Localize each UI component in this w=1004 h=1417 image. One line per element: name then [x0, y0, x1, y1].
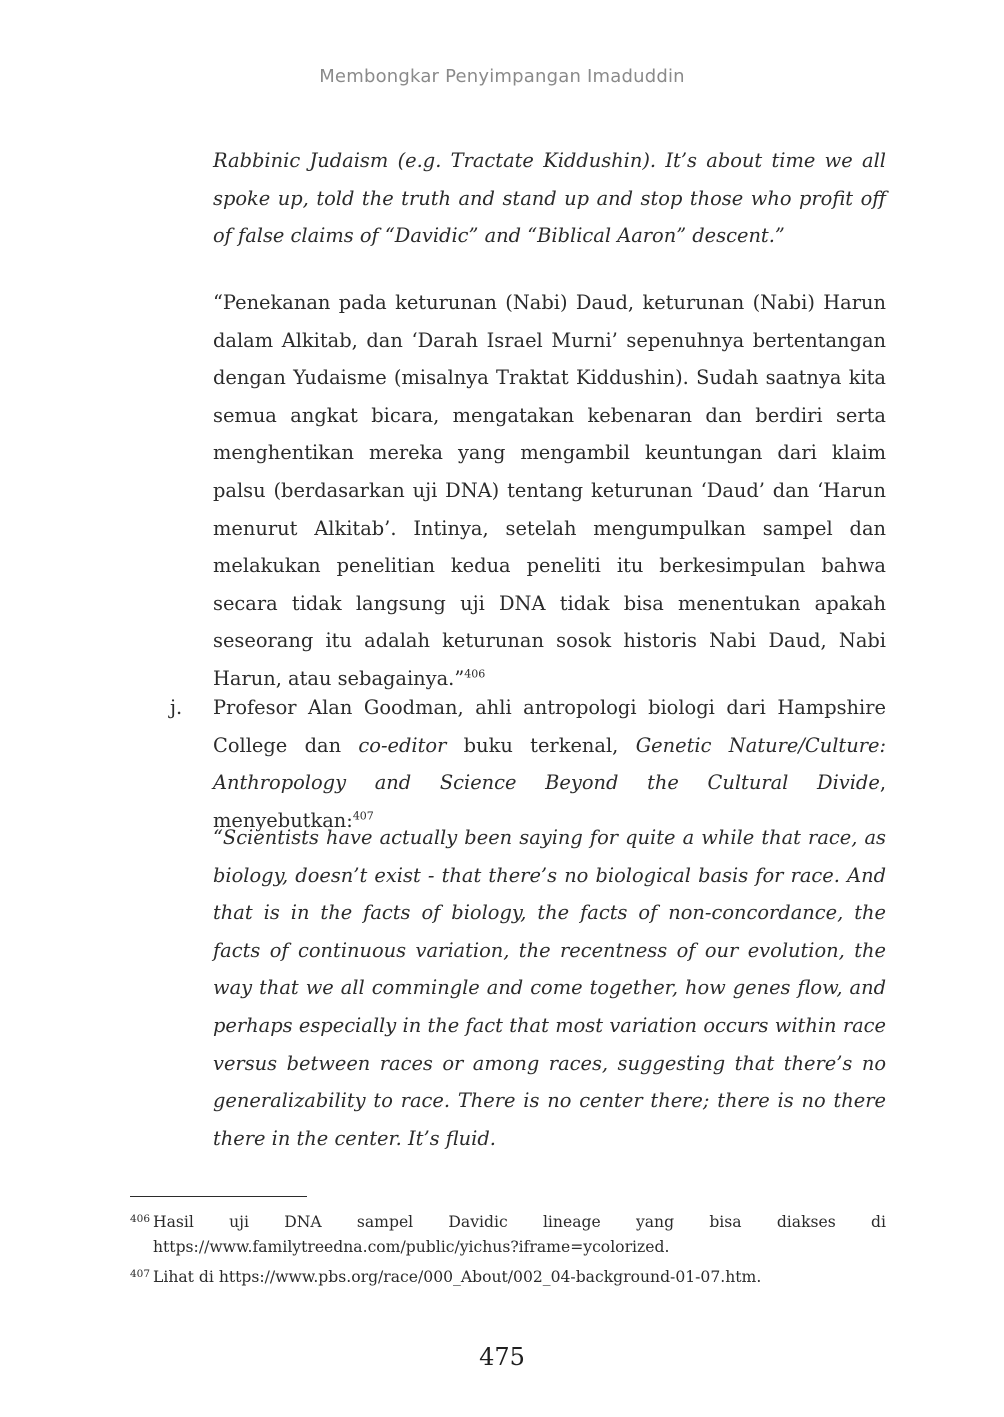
footnote-text: Lihat di https://www.pbs.org/race/000_About/002_04-background-01-07.htm.: [153, 1268, 762, 1286]
footnote: [130, 1265, 886, 1290]
footnote-text: Hasil uji DNA sampel Davidic lineage yang bisa diakses di https://www.familytreedna.com/public/yichus?iframe=ycolorized.: [153, 1213, 886, 1256]
item-text: Profesor Alan Goodman, ahli antropologi biologi dari Hampshire College dan: [213, 696, 886, 757]
footnote-reference[interactable]: 407: [352, 809, 374, 823]
list-item-paragraph: [213, 689, 886, 839]
page-number: 475: [479, 1343, 525, 1371]
english-quote-text: Rabbinic Judaism (e.g. Tractate Kiddushin). It’s about time we all spoke up, told the truth and stand up and stop those who profit off of false claims of “Davidic” and “Biblical Aaron” descent.”: [213, 149, 886, 248]
list-item-marker: j.: [170, 696, 183, 719]
footnote-reference[interactable]: 406: [464, 667, 486, 681]
item-italic-term: co-editor: [358, 733, 447, 757]
running-header: Membongkar Penyimpangan Imaduddin: [319, 66, 685, 87]
translation-text: “Penekanan pada keturunan (Nabi) Daud, keturunan (Nabi) Harun dalam Alkitab, dan ‘Darah Israel Murni’ sepenuhnya bertentangan dengan Yudaisme (misalnya Traktat Kiddushin). Sudah saatnya kita semua angkat bicara, mengatakan kebenaran dan berdiri serta menghentikan mereka yang mengambil keuntungan dari klaim palsu (berdasarkan uji DNA) tentang keturunan ‘Daud’ dan ‘Harun menurut Alkitab’. Intinya, setelah mengumpulkan sampel dan melakukan penelitian kedua peneliti itu berkesimpulan bahwa secara tidak langsung uji DNA tidak bisa menentukan apakah seseorang itu adalah keturunan sosok historis Nabi Daud, Nabi Harun, atau sebagainya.”: [213, 291, 886, 690]
footnote-number: 406: [130, 1213, 151, 1225]
english-quote-paragraph: [213, 142, 886, 255]
item-text: buku terkenal,: [446, 733, 636, 757]
book-title: Genetic Nature/Culture: Anthropology and Science Beyond the Cultural Divide: [213, 733, 886, 795]
goodman-quote-text: “Scientists have actually been saying for quite a while that race, as biology, doesn’t exist - that there’s no biological basis for race. And that is in the facts of biology, the facts of non-concordance, the facts of continuous variation, the recentness of our evolution, the way that we all commingle and come together, how genes flow, and perhaps especially in the fact that most variation occurs within race versus between races or among races, suggesting that there’s no generalizability to race. There is no center there; there is no there there in the center. It’s fluid.: [213, 826, 886, 1150]
goodman-quote-paragraph: [213, 819, 886, 1157]
item-text: , menyebutkan:: [213, 771, 886, 832]
footnote: [130, 1210, 886, 1260]
footnote-number: 407: [130, 1268, 151, 1280]
footnote-divider: [130, 1196, 307, 1197]
translation-paragraph: [213, 284, 886, 698]
